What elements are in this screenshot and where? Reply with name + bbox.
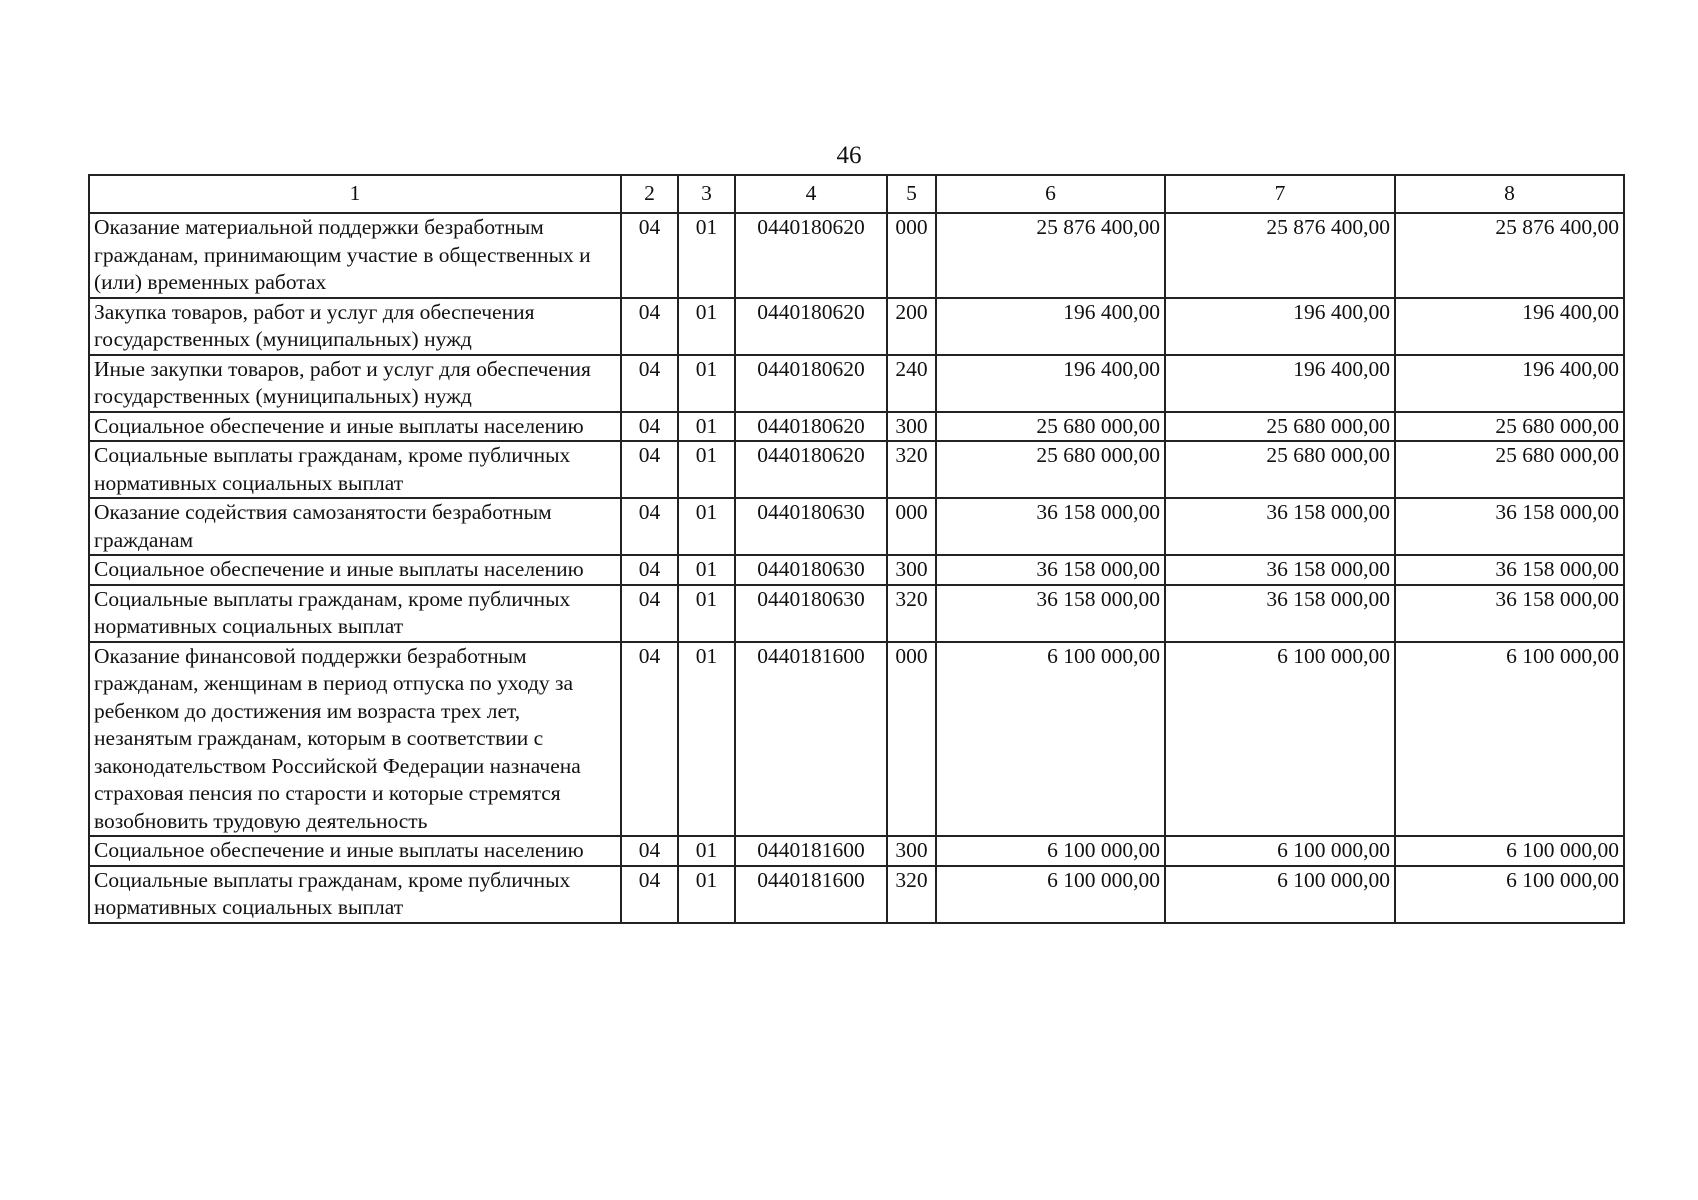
- table-row: [89, 642, 1624, 837]
- table-header: [89, 175, 1624, 213]
- row-code-2: 04: [621, 555, 678, 585]
- row-amount-7: 25 876 400,00: [1165, 213, 1395, 298]
- table-row: [89, 836, 1624, 866]
- row-code-4: 0440180620: [735, 298, 887, 355]
- table-row: [89, 498, 1624, 555]
- row-amount-6: 36 158 000,00: [936, 585, 1165, 642]
- row-code-3: 01: [678, 412, 735, 442]
- row-code-3: 01: [678, 866, 735, 923]
- row-code-5: 320: [887, 441, 936, 498]
- row-amount-7: 6 100 000,00: [1165, 642, 1395, 837]
- table-row: [89, 213, 1624, 298]
- table-row: [89, 441, 1624, 498]
- header-col-7: 7: [1165, 175, 1395, 213]
- row-code-3: 01: [678, 213, 735, 298]
- row-code-2: 04: [621, 642, 678, 837]
- row-code-5: 200: [887, 298, 936, 355]
- row-code-4: 0440180620: [735, 412, 887, 442]
- row-code-2: 04: [621, 298, 678, 355]
- row-amount-6: 36 158 000,00: [936, 498, 1165, 555]
- header-col-2: 2: [621, 175, 678, 213]
- row-amount-8: 36 158 000,00: [1395, 555, 1624, 585]
- table-body: [89, 213, 1624, 923]
- row-code-3: 01: [678, 585, 735, 642]
- row-amount-8: 25 680 000,00: [1395, 441, 1624, 498]
- budget-table: [88, 174, 1625, 924]
- row-amount-8: 36 158 000,00: [1395, 585, 1624, 642]
- row-description: Социальные выплаты гражданам, кроме публичных нормативных социальных выплат: [89, 441, 621, 498]
- row-description: Социальные выплаты гражданам, кроме публичных нормативных социальных выплат: [89, 866, 621, 923]
- row-amount-6: 25 876 400,00: [936, 213, 1165, 298]
- row-amount-6: 25 680 000,00: [936, 412, 1165, 442]
- row-amount-8: 25 680 000,00: [1395, 412, 1624, 442]
- row-amount-6: 36 158 000,00: [936, 555, 1165, 585]
- row-code-4: 0440181600: [735, 836, 887, 866]
- row-code-3: 01: [678, 355, 735, 412]
- row-amount-7: 6 100 000,00: [1165, 866, 1395, 923]
- row-code-2: 04: [621, 585, 678, 642]
- row-code-5: 300: [887, 555, 936, 585]
- row-description: Иные закупки товаров, работ и услуг для обеспечения государственных (муниципальных) нужд: [89, 355, 621, 412]
- row-amount-6: 196 400,00: [936, 298, 1165, 355]
- row-amount-7: 36 158 000,00: [1165, 555, 1395, 585]
- row-code-5: 000: [887, 642, 936, 837]
- row-code-2: 04: [621, 412, 678, 442]
- row-code-3: 01: [678, 642, 735, 837]
- row-code-4: 0440180630: [735, 498, 887, 555]
- row-description: Социальные выплаты гражданам, кроме публичных нормативных социальных выплат: [89, 585, 621, 642]
- row-code-4: 0440180620: [735, 441, 887, 498]
- row-code-3: 01: [678, 298, 735, 355]
- row-description: Социальное обеспечение и иные выплаты населению: [89, 412, 621, 442]
- row-amount-6: 196 400,00: [936, 355, 1165, 412]
- row-description: Социальное обеспечение и иные выплаты населению: [89, 555, 621, 585]
- row-amount-8: 196 400,00: [1395, 298, 1624, 355]
- row-code-3: 01: [678, 836, 735, 866]
- row-code-5: 000: [887, 213, 936, 298]
- row-code-2: 04: [621, 866, 678, 923]
- header-col-6: 6: [936, 175, 1165, 213]
- header-row: [89, 175, 1624, 213]
- row-code-4: 0440180630: [735, 585, 887, 642]
- row-amount-8: 6 100 000,00: [1395, 866, 1624, 923]
- row-code-4: 0440180620: [735, 213, 887, 298]
- row-amount-6: 6 100 000,00: [936, 836, 1165, 866]
- row-code-5: 000: [887, 498, 936, 555]
- header-col-3: 3: [678, 175, 735, 213]
- header-col-4: 4: [735, 175, 887, 213]
- row-amount-6: 6 100 000,00: [936, 866, 1165, 923]
- row-description: Оказание финансовой поддержки безработным гражданам, женщинам в период отпуска по уходу за ребенком до достижения им возраста трех лет, незанятым гражданам, которым в соответствии с законодательством Российской Федерации назначена страховая пенсия по старости и которые стремятся возобновить трудовую деятельность: [89, 642, 621, 837]
- row-amount-7: 196 400,00: [1165, 355, 1395, 412]
- row-code-5: 300: [887, 836, 936, 866]
- table-row: [89, 412, 1624, 442]
- row-amount-6: 6 100 000,00: [936, 642, 1165, 837]
- row-code-5: 300: [887, 412, 936, 442]
- row-code-4: 0440180630: [735, 555, 887, 585]
- row-description: Социальное обеспечение и иные выплаты населению: [89, 836, 621, 866]
- row-amount-6: 25 680 000,00: [936, 441, 1165, 498]
- row-code-2: 04: [621, 355, 678, 412]
- row-amount-8: 25 876 400,00: [1395, 213, 1624, 298]
- row-description: Оказание материальной поддержки безработным гражданам, принимающим участие в общественных и (или) временных работах: [89, 213, 621, 298]
- header-col-8: 8: [1395, 175, 1624, 213]
- row-code-2: 04: [621, 498, 678, 555]
- table-row: [89, 866, 1624, 923]
- header-col-1: 1: [89, 175, 621, 213]
- row-code-5: 240: [887, 355, 936, 412]
- row-description: Закупка товаров, работ и услуг для обеспечения государственных (муниципальных) нужд: [89, 298, 621, 355]
- row-amount-7: 36 158 000,00: [1165, 498, 1395, 555]
- row-amount-7: 6 100 000,00: [1165, 836, 1395, 866]
- row-amount-7: 196 400,00: [1165, 298, 1395, 355]
- row-amount-7: 25 680 000,00: [1165, 412, 1395, 442]
- row-amount-8: 6 100 000,00: [1395, 836, 1624, 866]
- header-col-5: 5: [887, 175, 936, 213]
- table-row: [89, 585, 1624, 642]
- row-amount-7: 25 680 000,00: [1165, 441, 1395, 498]
- row-amount-8: 36 158 000,00: [1395, 498, 1624, 555]
- row-code-4: 0440181600: [735, 866, 887, 923]
- page-number: 46: [836, 142, 862, 169]
- row-amount-7: 36 158 000,00: [1165, 585, 1395, 642]
- row-code-4: 0440180620: [735, 355, 887, 412]
- row-code-2: 04: [621, 213, 678, 298]
- table-row: [89, 555, 1624, 585]
- row-amount-8: 6 100 000,00: [1395, 642, 1624, 837]
- row-code-3: 01: [678, 441, 735, 498]
- row-code-2: 04: [621, 836, 678, 866]
- row-description: Оказание содействия самозанятости безработным гражданам: [89, 498, 621, 555]
- row-code-5: 320: [887, 585, 936, 642]
- row-code-5: 320: [887, 866, 936, 923]
- row-code-4: 0440181600: [735, 642, 887, 837]
- table-row: [89, 298, 1624, 355]
- row-code-2: 04: [621, 441, 678, 498]
- row-code-3: 01: [678, 498, 735, 555]
- table-row: [89, 355, 1624, 412]
- row-code-3: 01: [678, 555, 735, 585]
- row-amount-8: 196 400,00: [1395, 355, 1624, 412]
